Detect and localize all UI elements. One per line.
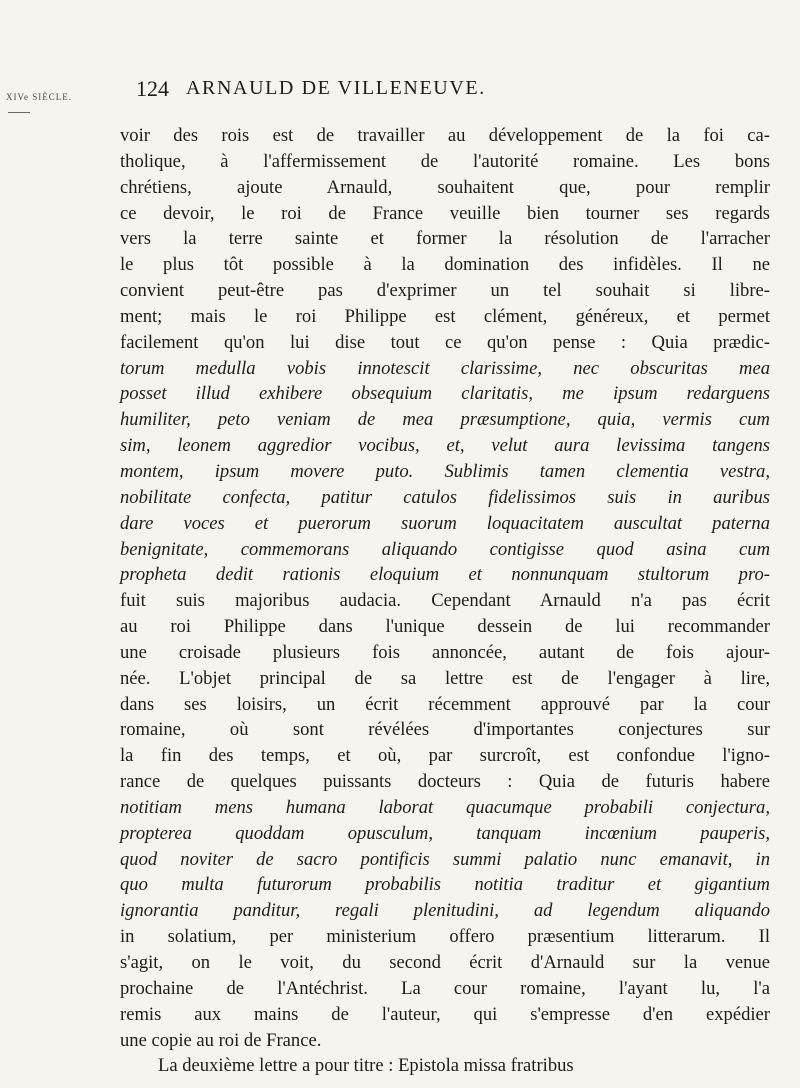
latin-quote-line: torum medulla vobis innotescit clarissime, nec obscuritas mea — [120, 357, 770, 379]
body-text — [120, 123, 770, 1079]
latin-quote-line: propheta dedit rationis eloquium et nonnunquam stultorum pro- — [120, 564, 770, 586]
page-header — [136, 76, 736, 106]
text-line: prochaine de l'Antéchrist. La cour romaine, l'ayant lu, l'a — [120, 977, 770, 999]
text-line: une croisade plusieurs fois annoncée, autant de fois ajour- — [120, 641, 770, 663]
latin-quote-line: montem, ipsum movere puto. Sublimis tamen clementia vestra, — [120, 460, 770, 482]
text-line: romaine, où sont révélées d'importantes conjectures sur — [120, 719, 770, 741]
text-line: tholique, à l'affermissement de l'autorité romaine. Les bons — [120, 150, 770, 172]
latin-quote-line: benignitate, commemorans aliquando contigisse quod asina cum — [120, 538, 770, 560]
latin-quote-line: ignorantia panditur, regali plenitudini, ad legendum aliquando — [120, 900, 770, 922]
text-line: fuit suis majoribus audacia. Cependant Arnauld n'a pas écrit — [120, 590, 770, 612]
latin-quote-line: notitiam mens humana laborat quacumque probabili conjectura, — [120, 796, 770, 818]
text-line: La deuxième lettre a pour titre : Epistola missa fratribus — [158, 1055, 574, 1077]
latin-quote-line: humiliter, peto veniam de mea præsumptione, quia, vermis cum — [120, 409, 770, 431]
text-line: la fin des temps, et où, par surcroît, est confondue l'igno- — [120, 745, 770, 767]
latin-quote-line: quod noviter de sacro pontificis summi palatio nunc emanavit, in — [120, 848, 770, 870]
text-line: rance de quelques puissants docteurs : Quia de futuris habere — [120, 771, 770, 793]
text-line: dans ses loisirs, un écrit récemment approuvé par la cour — [120, 693, 770, 715]
text-line: ce devoir, le roi de France veuille bien tourner ses regards — [120, 202, 770, 224]
latin-quote-line: sim, leonem aggredior vocibus, et, velut aura levissima tangens — [120, 435, 770, 457]
page-number: 124 — [136, 76, 169, 101]
text-line: au roi Philippe dans l'unique dessein de lui recommander — [120, 616, 770, 638]
margin-rule — [8, 112, 30, 113]
running-title: ARNAULD DE VILLENEUVE. — [186, 77, 486, 99]
text-line: chrétiens, ajoute Arnauld, souhaitent que, pour remplir — [120, 176, 770, 198]
latin-quote-line: dare voces et puerorum suorum loquacitatem auscultat paterna — [120, 512, 770, 534]
text-line: remis aux mains de l'auteur, qui s'empresse d'en expédier — [120, 1003, 770, 1025]
text-line: voir des rois est de travailler au développement de la foi ca- — [120, 125, 770, 146]
text-line: in solatium, per ministerium offero præsentium litterarum. Il — [120, 926, 770, 948]
text-line: vers la terre sainte et former la résolution de l'arracher — [120, 228, 770, 250]
text-line: convient peut-être pas d'exprimer un tel souhait si libre- — [120, 280, 770, 302]
latin-quote-line: quo multa futurorum probabilis notitia traditur et gigantium — [120, 874, 770, 896]
latin-quote-line: propterea quoddam opusculum, tanquam incœnium pauperis, — [120, 822, 770, 844]
latin-quote-line: nobilitate confecta, patitur catulos fidelissimos suis in auribus — [120, 486, 770, 508]
text-line: ment; mais le roi Philippe est clément, généreux, et permet — [120, 305, 770, 327]
text-line: née. L'objet principal de sa lettre est de l'engager à lire, — [120, 667, 770, 689]
latin-quote-line: posset illud exhibere obsequium claritatis, me ipsum redarguens — [120, 383, 770, 405]
text-line: s'agit, on le voit, du second écrit d'Arnauld sur la venue — [120, 952, 770, 973]
text-line: facilement qu'on lui dise tout ce qu'on pense : Quia prædic- — [120, 331, 770, 353]
text-line: le plus tôt possible à la domination des infidèles. Il ne — [120, 254, 770, 276]
margin-century-note: XIVe SIÈCLE. — [6, 92, 72, 102]
text-line: une copie au roi de France. — [120, 1029, 322, 1051]
